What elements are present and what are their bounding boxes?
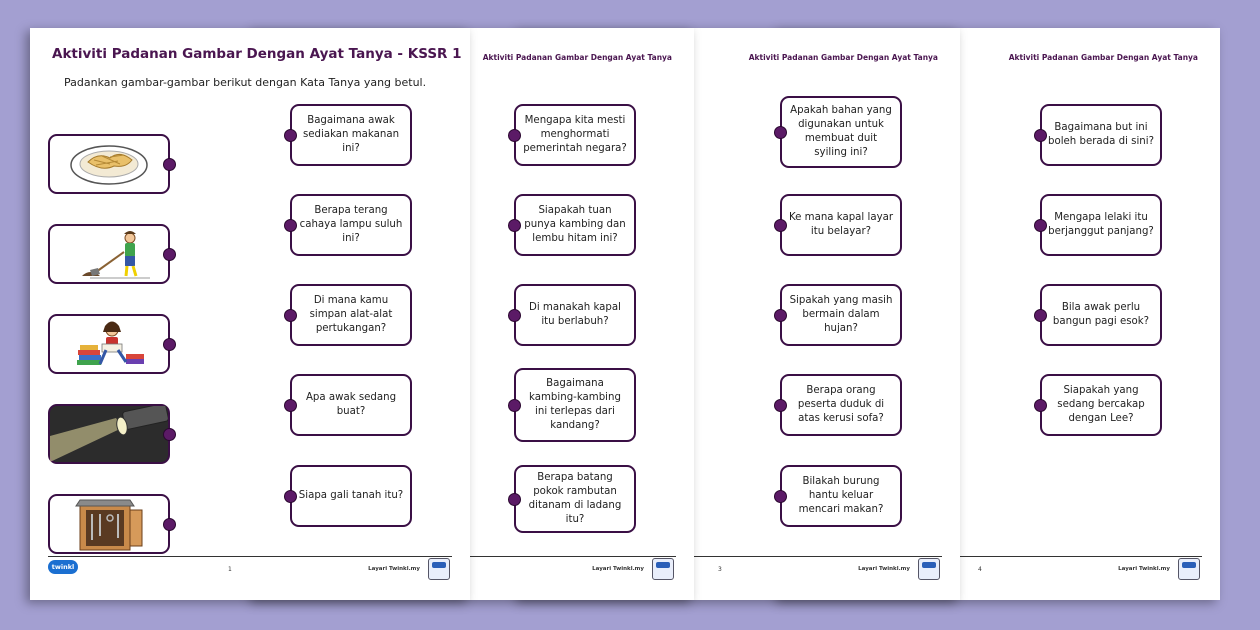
question-text: Mengapa lelaki itu berjanggut panjang? — [1048, 211, 1154, 237]
girl-reading-books-icon — [50, 316, 168, 372]
question-text: Berapa batang pokok rambutan ditanam di ladang itu? — [528, 471, 622, 526]
question-box[interactable] — [1040, 194, 1162, 256]
question-box[interactable] — [780, 194, 902, 256]
sheet-title: Aktiviti Padanan Gambar Dengan Ayat Tanya — [482, 53, 672, 62]
page-number: 4 — [978, 566, 982, 573]
connector-dot[interactable] — [774, 490, 787, 503]
quality-badge-icon — [1178, 558, 1200, 580]
quality-badge-icon — [918, 558, 940, 580]
connector-dot[interactable] — [508, 493, 521, 506]
instruction-text: Padankan gambar-gambar berikut dengan Kata Tanya yang betul. — [64, 76, 427, 89]
twinkl-logo: twinkl — [48, 560, 78, 574]
connector-dot[interactable] — [284, 219, 297, 232]
connector-dot[interactable] — [163, 428, 176, 441]
picture-box-shed[interactable] — [48, 494, 170, 554]
question-text: Apa awak sedang buat? — [305, 391, 397, 417]
picture-box-food[interactable] — [48, 134, 170, 194]
connector-dot[interactable] — [163, 518, 176, 531]
tool-shed-icon — [50, 496, 168, 552]
question-text: Bilakah burung hantu keluar mencari makan? — [798, 475, 884, 516]
connector-dot[interactable] — [1034, 219, 1047, 232]
connector-dot[interactable] — [284, 129, 297, 142]
question-text: Di mana kamu simpan alat-alat pertukangan? — [309, 294, 393, 335]
connector-dot[interactable] — [163, 338, 176, 351]
question-box[interactable] — [290, 284, 412, 346]
picture-box-digging[interactable] — [48, 224, 170, 284]
question-box[interactable] — [290, 374, 412, 436]
picture-box-torch[interactable] — [48, 404, 170, 464]
question-box[interactable] — [1040, 104, 1162, 166]
question-box[interactable] — [290, 104, 412, 166]
footer-divider — [48, 556, 452, 557]
question-text: Sipakah yang masih bermain dalam hujan? — [789, 294, 893, 335]
footer-link[interactable]: Layari Twinkl.my — [368, 566, 420, 572]
question-text: Apakah bahan yang digunakan untuk membuat duit syiling ini? — [790, 104, 892, 159]
sheet-title: Aktiviti Padanan Gambar Dengan Ayat Tanya — [1008, 53, 1198, 62]
question-box[interactable] — [290, 465, 412, 527]
question-box[interactable] — [1040, 374, 1162, 436]
question-text: Bagaimana but ini boleh berada di sini? — [1048, 121, 1154, 147]
picture-box-reading[interactable] — [48, 314, 170, 374]
page-number: 1 — [228, 566, 232, 573]
question-text: Bila awak perlu bangun pagi esok? — [1052, 301, 1150, 327]
footer-link[interactable]: Layari Twinkl.my — [858, 566, 910, 572]
connector-dot[interactable] — [508, 399, 521, 412]
question-text: Ke mana kapal layar itu belayar? — [788, 211, 894, 237]
question-box[interactable] — [514, 284, 636, 346]
connector-dot[interactable] — [163, 248, 176, 261]
connector-dot[interactable] — [284, 490, 297, 503]
question-box[interactable] — [780, 465, 902, 527]
question-text: Siapakah tuan punya kambing dan lembu hitam ini? — [524, 204, 626, 245]
connector-dot[interactable] — [284, 309, 297, 322]
plate-of-food-icon — [50, 136, 168, 192]
sheet-title: Aktiviti Padanan Gambar Dengan Ayat Tanya — [748, 53, 938, 62]
connector-dot[interactable] — [508, 309, 521, 322]
footer-link[interactable]: Layari Twinkl.my — [592, 566, 644, 572]
quality-badge-icon — [428, 558, 450, 580]
question-box[interactable] — [514, 368, 636, 442]
connector-dot[interactable] — [508, 129, 521, 142]
question-box[interactable] — [514, 194, 636, 256]
question-box[interactable] — [1040, 284, 1162, 346]
connector-dot[interactable] — [774, 399, 787, 412]
question-box[interactable] — [780, 374, 902, 436]
torchlight-icon — [50, 406, 168, 462]
worksheet-page-1 — [30, 28, 470, 600]
question-text: Berapa terang cahaya lampu suluh ini? — [299, 204, 403, 245]
question-text: Berapa orang peserta duduk di atas kerusi sofa? — [797, 384, 885, 425]
question-text: Siapakah yang sedang bercakap dengan Lee? — [1057, 384, 1145, 425]
connector-dot[interactable] — [774, 126, 787, 139]
connector-dot[interactable] — [1034, 129, 1047, 142]
question-text: Mengapa kita mesti menghormati pemerintah negara? — [523, 114, 627, 155]
connector-dot[interactable] — [1034, 399, 1047, 412]
connector-dot[interactable] — [1034, 309, 1047, 322]
question-box[interactable] — [514, 104, 636, 166]
footer-link[interactable]: Layari Twinkl.my — [1118, 566, 1170, 572]
connector-dot[interactable] — [774, 309, 787, 322]
question-text: Di manakah kapal itu berlabuh? — [529, 301, 621, 327]
connector-dot[interactable] — [284, 399, 297, 412]
sheet-title: Aktiviti Padanan Gambar Dengan Ayat Tanya - KSSR 1 — [52, 46, 462, 62]
question-box[interactable] — [780, 96, 902, 168]
question-text: Siapa gali tanah itu? — [298, 489, 404, 501]
question-box[interactable] — [514, 465, 636, 533]
page-number: 3 — [718, 566, 722, 573]
question-box[interactable] — [290, 194, 412, 256]
quality-badge-icon — [652, 558, 674, 580]
connector-dot[interactable] — [163, 158, 176, 171]
question-text: Bagaimana kambing-kambing ini terlepas dari kandang? — [529, 377, 621, 432]
connector-dot[interactable] — [508, 219, 521, 232]
question-text: Bagaimana awak sediakan makanan ini? — [302, 114, 400, 155]
child-digging-icon — [50, 226, 168, 282]
connector-dot[interactable] — [774, 219, 787, 232]
question-box[interactable] — [780, 284, 902, 346]
